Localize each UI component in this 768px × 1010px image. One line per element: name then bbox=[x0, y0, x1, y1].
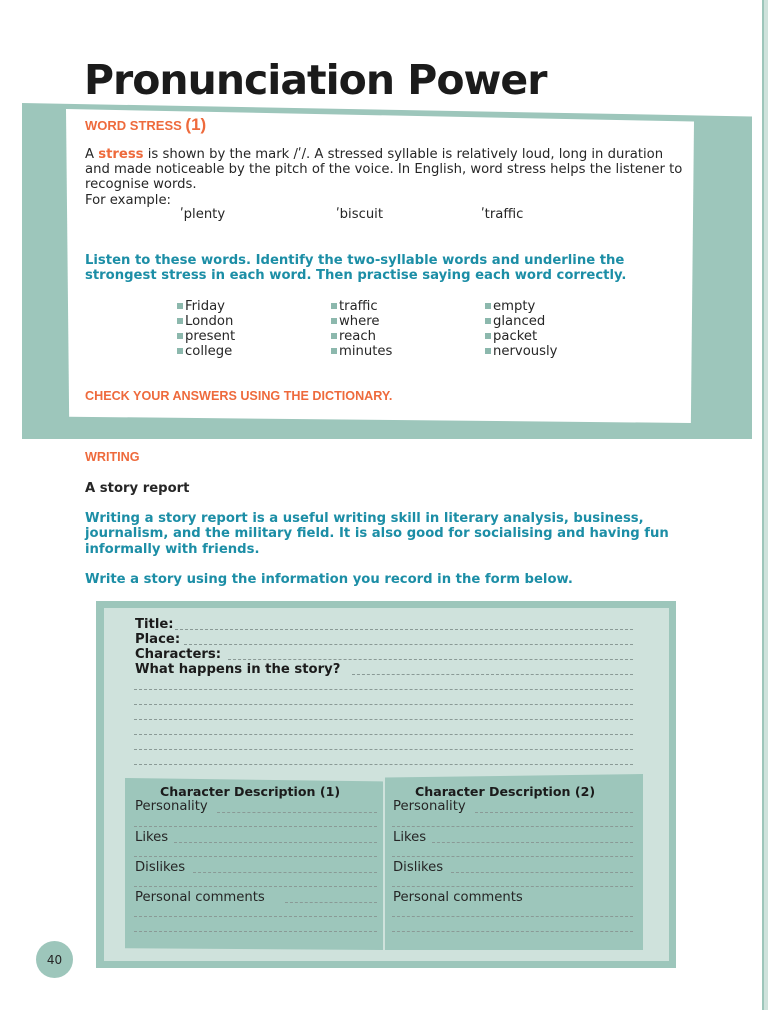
page-number: 40 bbox=[46, 952, 63, 967]
word-list-item: college bbox=[177, 344, 232, 359]
comments-field-line-2[interactable] bbox=[392, 916, 633, 917]
word-list-item: empty bbox=[485, 299, 535, 314]
intro-prefix: A bbox=[85, 147, 95, 162]
comments-field-line-2[interactable] bbox=[392, 931, 633, 932]
story-field-line[interactable] bbox=[352, 674, 633, 675]
likes-field-line-2[interactable] bbox=[392, 856, 633, 857]
dislikes-field-line-2[interactable] bbox=[451, 872, 633, 873]
story-field-line[interactable] bbox=[134, 764, 633, 765]
square-bullet-icon bbox=[485, 348, 491, 354]
square-bullet-icon bbox=[485, 333, 491, 339]
page-edge-strip bbox=[762, 0, 768, 1010]
dislikes-field-line-1[interactable] bbox=[193, 872, 377, 873]
characters-field-line[interactable] bbox=[228, 659, 633, 660]
writing-heading: WRITING bbox=[85, 450, 140, 464]
comments-field-line-1[interactable] bbox=[285, 902, 377, 903]
story-field-line[interactable] bbox=[134, 734, 633, 735]
title-field-line[interactable] bbox=[175, 629, 633, 630]
page-title: Pronunciation Power bbox=[84, 56, 547, 104]
word-stress-heading bbox=[85, 115, 206, 135]
character-description-2-title: Character Description (2) bbox=[415, 784, 596, 799]
comments-field-line-1[interactable] bbox=[134, 916, 377, 917]
word-list-item: Friday bbox=[177, 299, 225, 314]
likes-field-line-1[interactable] bbox=[174, 842, 377, 843]
story-field-line[interactable] bbox=[134, 749, 633, 750]
story-field-line[interactable] bbox=[134, 689, 633, 690]
personality-field-line-1[interactable] bbox=[134, 826, 377, 827]
word-list-item: where bbox=[331, 314, 380, 329]
word-list-item: London bbox=[177, 314, 233, 329]
story-field-line[interactable] bbox=[134, 719, 633, 720]
intro-rest: is shown by the mark /ʹ/. A stressed syllable is relatively loud, long in duration and made noticeable by the pitch of the voice. In English, word stress helps the listener to recognise words. bbox=[85, 147, 683, 193]
dislikes-label-1: Dislikes bbox=[135, 860, 186, 875]
personality-label-1: Personality bbox=[135, 799, 208, 814]
square-bullet-icon bbox=[331, 333, 337, 339]
square-bullet-icon bbox=[177, 318, 183, 324]
stress-highlight: stress bbox=[98, 147, 144, 162]
word-stress-heading-text: WORD STRESS bbox=[85, 118, 182, 133]
likes-label-2: Likes bbox=[393, 830, 427, 845]
example-word-1: ʹplenty bbox=[180, 207, 226, 222]
word-stress-instruction: Listen to these words. Identify the two-syllable words and underline the strongest stress in each word. Then practise saying each word correctly. bbox=[85, 253, 627, 284]
writing-instruction: Write a story using the information you record in the form below. bbox=[85, 572, 573, 587]
word-list-item: present bbox=[177, 329, 235, 344]
square-bullet-icon bbox=[177, 303, 183, 309]
square-bullet-icon bbox=[485, 318, 491, 324]
square-bullet-icon bbox=[331, 303, 337, 309]
likes-field-line-1[interactable] bbox=[134, 856, 377, 857]
personality-field-line-2[interactable] bbox=[475, 812, 633, 813]
title-label: Title: bbox=[135, 617, 174, 632]
for-example-label: For example: bbox=[85, 192, 172, 208]
place-label: Place: bbox=[135, 632, 181, 647]
square-bullet-icon bbox=[177, 348, 183, 354]
example-word-3: ʹtraffic bbox=[481, 207, 524, 222]
word-list-item: nervously bbox=[485, 344, 557, 359]
example-word-2: ʹbiscuit bbox=[336, 207, 384, 222]
square-bullet-icon bbox=[177, 333, 183, 339]
comments-label-1: Personal comments bbox=[135, 890, 265, 905]
word-list-item: minutes bbox=[331, 344, 392, 359]
personality-field-line-2[interactable] bbox=[392, 826, 633, 827]
word-list-item: glanced bbox=[485, 314, 545, 329]
word-stress-heading-number: (1) bbox=[185, 115, 207, 134]
word-list-item: reach bbox=[331, 329, 376, 344]
likes-label-1: Likes bbox=[135, 830, 169, 845]
dislikes-label-2: Dislikes bbox=[393, 860, 444, 875]
story-field-line[interactable] bbox=[134, 704, 633, 705]
square-bullet-icon bbox=[485, 303, 491, 309]
dislikes-field-line-2[interactable] bbox=[392, 886, 633, 887]
personality-label-2: Personality bbox=[393, 799, 466, 814]
writing-paragraph: Writing a story report is a useful writing skill in literary analysis, business, journalism, and the military field. It is also good for socialising and having fun informally with friends. bbox=[85, 511, 669, 557]
stress-definition bbox=[85, 147, 685, 208]
story-report-subheading: A story report bbox=[85, 481, 190, 496]
character-description-1-title: Character Description (1) bbox=[160, 784, 341, 799]
word-list-item: traffic bbox=[331, 299, 378, 314]
check-answers-note: CHECK YOUR ANSWERS USING THE DICTIONARY. bbox=[85, 389, 393, 403]
place-field-line[interactable] bbox=[184, 644, 633, 645]
comments-field-line-1[interactable] bbox=[134, 931, 377, 932]
word-list-item: packet bbox=[485, 329, 537, 344]
comments-label-2: Personal comments bbox=[393, 890, 523, 905]
square-bullet-icon bbox=[331, 318, 337, 324]
page-number-badge bbox=[36, 941, 73, 978]
square-bullet-icon bbox=[331, 348, 337, 354]
what-happens-label: What happens in the story? bbox=[135, 662, 341, 677]
characters-label: Characters: bbox=[135, 647, 222, 662]
likes-field-line-2[interactable] bbox=[432, 842, 633, 843]
personality-field-line-1[interactable] bbox=[217, 812, 377, 813]
dislikes-field-line-1[interactable] bbox=[134, 886, 377, 887]
